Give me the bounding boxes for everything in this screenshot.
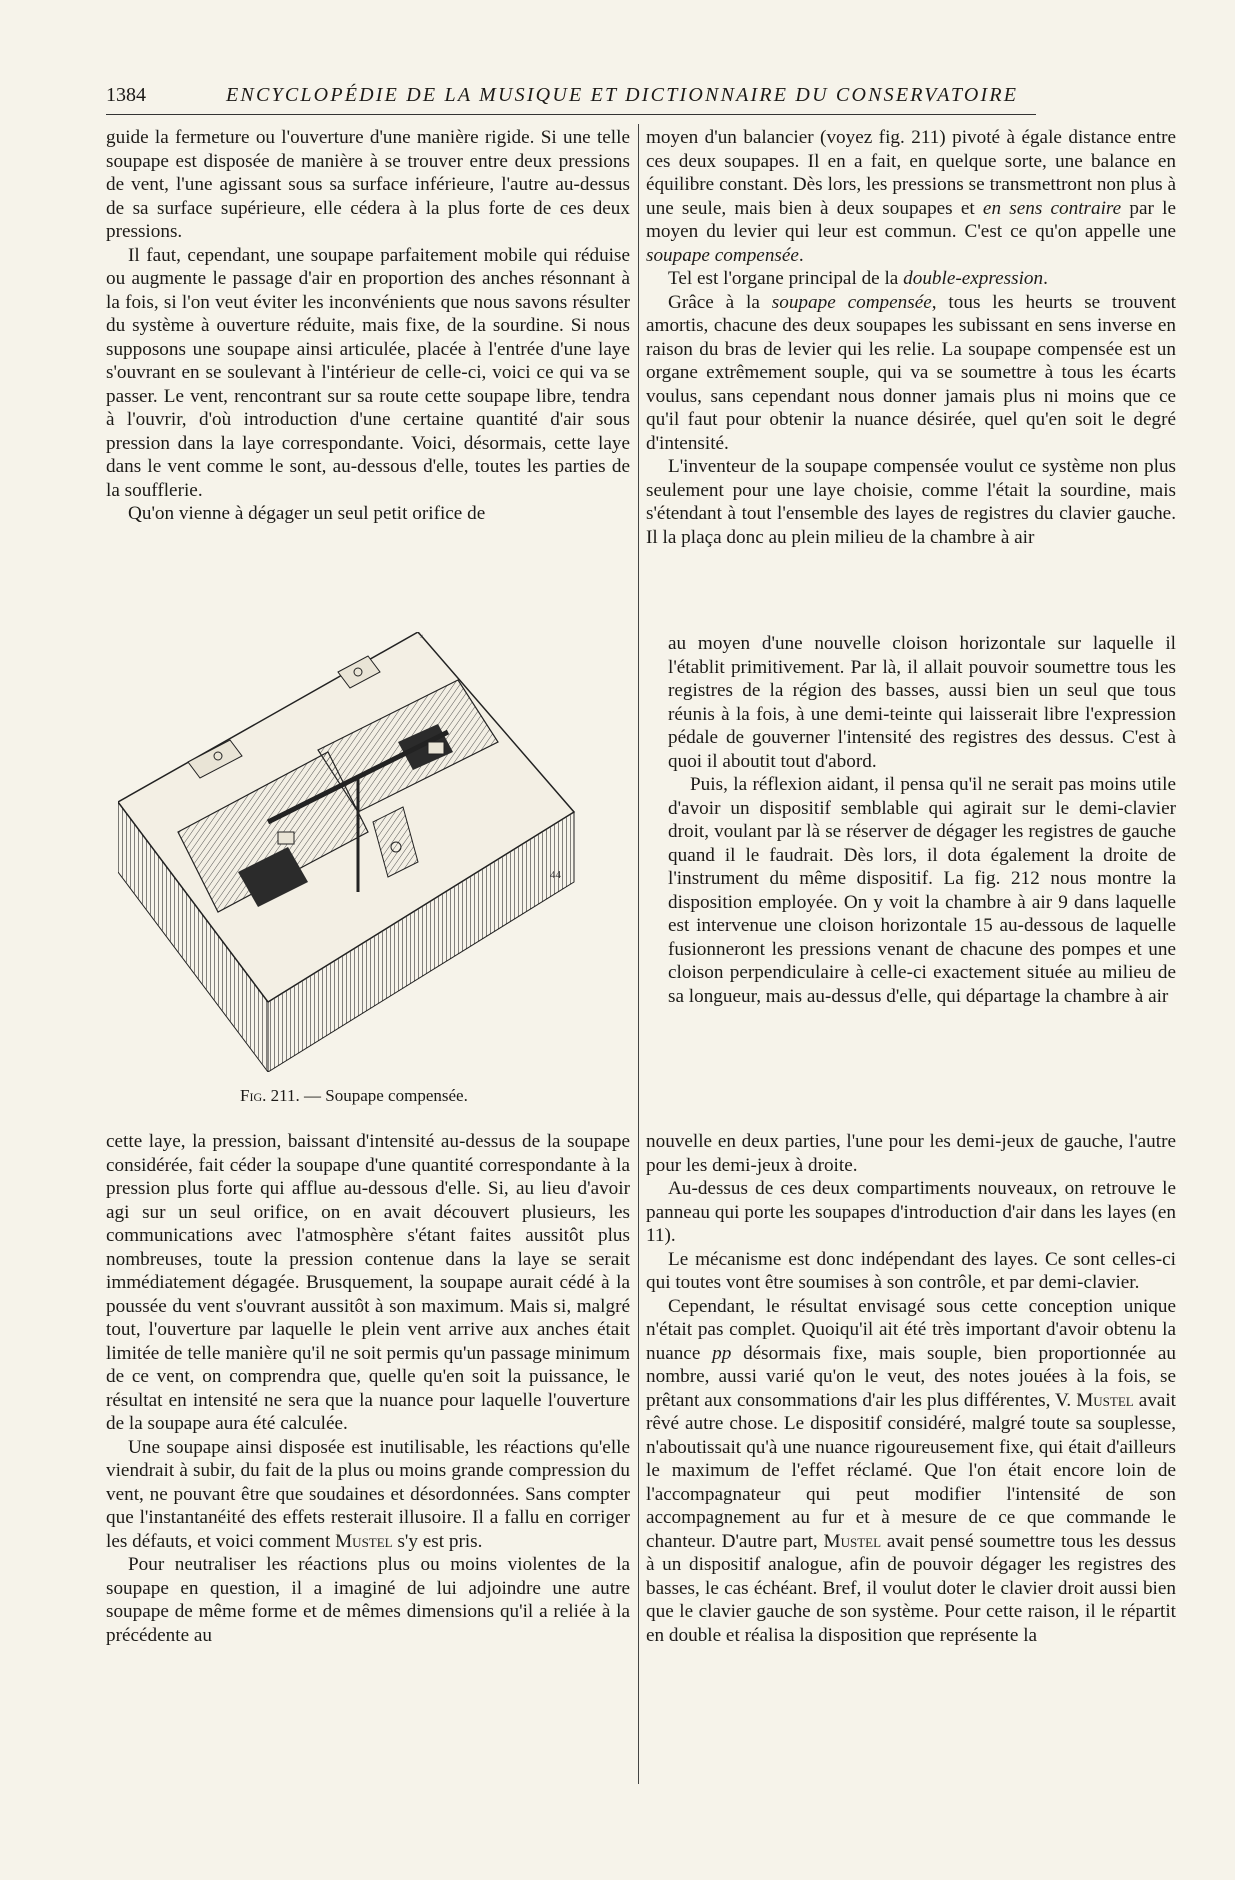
text-run: désormais fixe, mais souple, bien proportionnée au nombre, aussi varié qu'on le veut, des notes jouées à la fois, se prêtant aux consommations d'air les plus différentes, V. xyxy=(646,1342,1176,1411)
paragraph: Il faut, cependant, une soupape parfaitement mobile qui réduise ou augmente le passage d'air en proportion des anches résonnant à la fois, si l'on veut éviter les inconvénients que nous savons résulter du système à ouverture réduite, mais fixe, de la sourdine. Si nous supposons une soupape ainsi articulée, placée à l'entrée d'une laye s'ouvrant en se soulevant à l'intérieur de celle-ci, voici ce qui va se passer. Le vent, rencontrant sur sa route cette soupape libre, tendra à l'ouvrir, d'où introduction d'une certaine quantité d'air sous pression dans la laye correspondante. Voici, désormais, cette laye dans le vent comme le sont, au-dessous d'elle, toutes les parties de la soufflerie. xyxy=(106,244,630,501)
figure-211 xyxy=(118,632,662,1102)
italic-text: soupape compensée xyxy=(646,244,799,266)
author-name: Mustel xyxy=(1076,1389,1134,1411)
running-title: ENCYCLOPÉDIE DE LA MUSIQUE ET DICTIONNAIRE DU CONSERVATOIRE xyxy=(226,84,1019,106)
italic-text: en sens contraire xyxy=(982,197,1122,219)
paragraph: L'inventeur de la soupape compensée voulut ce système non plus seulement pour une laye choisie, comme l'était la sourdine, mais s'étendant à tout l'ensemble des layes de registres du clavier gauche. Il la plaça donc au plein milieu de la chambre à air xyxy=(646,456,1176,548)
paragraph xyxy=(646,291,1176,456)
author-name: Mustel xyxy=(823,1530,882,1552)
italic-text: pp xyxy=(712,1342,732,1364)
svg-text:44: 44 xyxy=(550,869,561,881)
author-name: Mustel xyxy=(335,1530,393,1552)
italic-text: soupape compensée xyxy=(771,291,932,313)
page-number: 1384 xyxy=(106,84,146,106)
text-run: avait rêvé autre chose. Le dispositif considéré, malgré toute sa souplesse, n'aboutissait qu'à une nuance rigoureusement fixe, qui était d'ailleurs le maximum de l'effet réclamé. Que l'on était encore loin de l'accompagnateur qui peut modifier l'intensité de son accompagnement au fur et à mesure de ce que commande le chanteur. D'autre part, xyxy=(646,1389,1176,1552)
italic-text: double-expression xyxy=(903,268,1044,289)
text-run: Cependant, le résultat envisagé sous cette conception unique n'était pas complet. Quoiqu'il ait été très important d'avoir obtenu la nuance xyxy=(646,1295,1176,1364)
paragraph: Le mécanisme est donc indépendant des layes. Ce sont celles-ci qui toutes vont être soumises à son contrôle, et par demi-clavier. xyxy=(646,1248,1176,1293)
paragraph: cette laye, la pression, baissant d'intensité au-dessus de la soupape considérée, fait céder la soupape d'une quantité correspondante à la pression plus forte qui afflue au-dessous d'elle. Si, au lieu d'avoir agi sur un seul orifice, on en avait découvert plusieurs, les communications avec l'atmosphère s'étant faites aussitôt plus nombreuses, toute la pression contenue dans la laye se serait immédiatement dégagée. Brusquement, la soupape aurait cédé à la poussée du vent s'ouvrant aussitôt à son maximum. Mais si, malgré tout, l'ouverture par laquelle le plein vent arrive aux anches était limitée de telle manière qu'il ne soit permis qu'un passage minimum de ce vent, on comprendra que, quelle qu'en soit la puissance, le résultat en intensité ne sera que la nuance pour laquelle l'ouverture de la soupape aura été calculée. xyxy=(106,1131,630,1434)
text-run: avait pensé soumettre tous les dessus à un dispositif analogue, afin de pouvoir dégager les registres des basses, le cas échéant. Bref, il voulut doter le clavier droit aussi bien que le clavier gauche de son système. Pour cette raison, il le répartit en double et réalisa la disposition que représente la xyxy=(646,1530,1176,1646)
text-run: moyen d'un balancier (voyez fig. 211) pivoté à égale distance entre ces deux soupapes. Il en a fait, en quelque sorte, une balance en équilibre constant. Dès lors, les pressions se transmettront non plus à une seule, mais bien à deux soupapes et xyxy=(646,127,1176,219)
text-run: s'y est pris. xyxy=(392,1530,483,1552)
paragraph xyxy=(646,126,1176,267)
paragraph xyxy=(646,1295,1176,1648)
text-run: Tel est l'organe principal de la xyxy=(668,268,904,289)
right-column-bottom xyxy=(646,1130,1176,1647)
text-run: . xyxy=(798,244,804,266)
figure-caption xyxy=(240,1086,468,1106)
svg-text:↘: ↘ xyxy=(415,632,425,641)
running-header xyxy=(106,84,1036,114)
left-column-top xyxy=(106,126,630,526)
text-run: par le moyen du levier qui leur est commun. C'est ce qu'on appelle une xyxy=(646,197,1176,242)
text-run: . xyxy=(1043,268,1048,289)
paragraph: guide la fermeture ou l'ouverture d'une manière rigide. Si une telle soupape est disposée de manière à se trouver entre deux pressions de vent, l'une agissant sous sa surface inférieure, l'autre au-dessus de sa surface supérieure, elle cédera à la plus forte de ces deux pressions. xyxy=(106,127,630,242)
right-column-middle xyxy=(668,632,1176,1008)
paragraph: Au-dessus de ces deux compartiments nouveaux, on retrouve le panneau qui porte les soupapes d'introduction d'air dans les layes (en 11). xyxy=(646,1178,1176,1246)
paragraph xyxy=(106,1436,630,1554)
figure-caption-text: — Soupape compensée. xyxy=(304,1086,468,1105)
paragraph: Qu'on vienne à dégager un seul petit orifice de xyxy=(128,503,486,524)
right-column-top xyxy=(646,126,1176,549)
paragraph: nouvelle en deux parties, l'une pour les demi-jeux de gauche, l'autre pour les demi-jeux à droite. xyxy=(646,1131,1176,1176)
text-run: , tous les heurts se trouvent amortis, chacune des deux soupapes les subissant en sens inverse en raison du bras de levier qui les relie. La soupape compensée est un organe extrêmement souple, qui va se soumettre à tous les écarts voulus, sans cependant nous donner jamais plus ni moins que ce qu'il faut pour obtenir la nuance désirée, quel qu'en soit le degré d'intensité. xyxy=(646,291,1177,454)
paragraph xyxy=(646,267,1176,291)
figure-label: Fig. 211. xyxy=(240,1086,300,1105)
paragraph: au moyen d'une nouvelle cloison horizontale sur laquelle il l'établit primitivement. Par là, il allait pouvoir soumettre tous les registres de la région des basses, aussi bien un seul que tous réunis à la fois, à une demi-teinte qui laisserait libre l'expression pédale de gouverner l'intensité des registres des dessus. C'est à quoi il aboutit tout d'abord. xyxy=(668,633,1176,772)
soupape-compensee-illustration xyxy=(118,632,662,1072)
text-run: Une soupape ainsi disposée est inutilisable, les réactions qu'elle viendrait à subir, du fait de la plus ou moins grande compression du vent, ne pouvant être que soudaines et désordonnées. Sans compter que l'instantanéité des effets resterait illusoire. Il a fallu en corriger les défauts, et voici comment xyxy=(106,1436,630,1552)
header-rule xyxy=(106,114,1036,115)
text-run: Grâce à la xyxy=(668,291,772,313)
left-column-bottom xyxy=(106,1130,630,1647)
paragraph: Pour neutraliser les réactions plus ou moins violentes de la soupape en question, il a imaginé de lui adjoindre une autre soupape de même forme et de mêmes dimensions qu'il a reliée à la précédente au xyxy=(106,1554,630,1646)
paragraph: Puis, la réflexion aidant, il pensa qu'il ne serait pas moins utile d'avoir un dispositif semblable qui agirait sur le demi-clavier droit, voulant par là se réserver de dégager les registres de gauche quand il le faudrait. Dès lors, il dota également la droite de l'instrument du même dispositif. La fig. 212 nous montre la disposition employée. On y voit la chambre à air 9 dans laquelle est intervenue une cloison horizontale 15 au-dessous de laquelle fusionneront les pressions venant de chacune des pompes et une cloison perpendiculaire à celle-ci exactement située au milieu de sa longueur, mais au-dessus d'elle, qui départage la chambre à air xyxy=(668,774,1176,1007)
